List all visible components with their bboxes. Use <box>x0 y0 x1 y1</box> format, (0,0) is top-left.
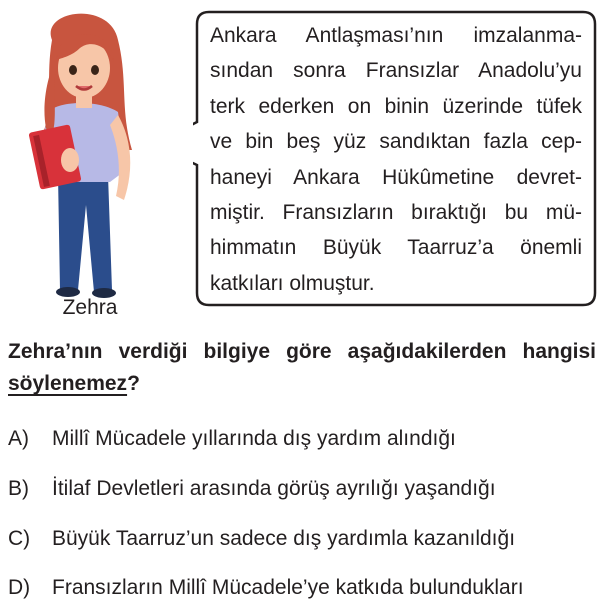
question-mark: ? <box>127 372 140 395</box>
question-stem <box>8 336 596 400</box>
speaker-name: Zehra <box>62 296 118 319</box>
bubble-line: katkıları olmuştur. <box>210 271 375 295</box>
bubble-line: Ankara Antlaşması’nın imzalanma- <box>210 24 582 47</box>
option-letter: B) <box>8 477 29 500</box>
option-text: Millî Mücadele yıllarında dış yardım alındığı <box>52 427 456 450</box>
bubble-line: himmatın Büyük Taarruz’a önemli <box>210 236 582 260</box>
option-letter: D) <box>8 576 31 599</box>
question-emphasis: söylenemez <box>8 372 128 395</box>
option-text: İtilaf Devletleri arasında görüş ayrılığı yaşandığı <box>52 477 496 500</box>
question-line-2 <box>8 372 140 395</box>
question-line: Zehra’nın verdiği bilgiye göre aşağıdakilerden hangisi <box>8 340 596 363</box>
option-a[interactable] <box>8 425 456 453</box>
option-letter: C) <box>8 527 31 550</box>
bubble-line: miştir. Fransızların bıraktığı bu mü- <box>210 201 582 225</box>
option-text: Fransızların Millî Mücadele’ye katkıda bulundukları <box>52 576 524 599</box>
option-b[interactable] <box>8 475 496 503</box>
bubble-line: terk ederken on binin üzerinde tüfek <box>210 94 582 118</box>
option-d[interactable] <box>8 574 524 602</box>
option-text: Büyük Taarruz’un sadece dış yardımla kazanıldığı <box>52 527 516 550</box>
bubble-text <box>210 18 582 301</box>
speaker-illustration <box>0 0 180 330</box>
option-c[interactable] <box>8 525 515 553</box>
bubble-line: sından sonra Fransızlar Anadolu’yu <box>210 59 582 83</box>
bubble-line: haneyi Ankara Hükûmetine devret- <box>210 165 582 189</box>
bubble-line: ve bin beş yüz sandıktan fazla cep- <box>210 130 582 154</box>
jeans <box>58 175 112 292</box>
option-letter: A) <box>8 427 29 450</box>
